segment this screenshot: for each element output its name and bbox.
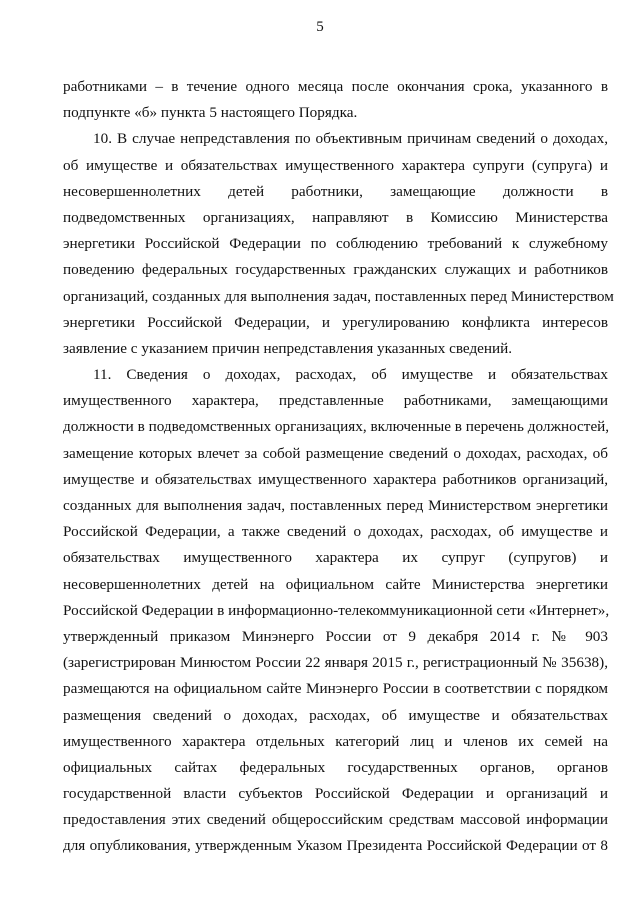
text-line: имуществе и обязательствах имущественного характера работников организаций, <box>63 470 608 488</box>
text-line: утвержденный приказом Минэнерго России от 9 декабря 2014 г. № 903 <box>63 627 608 645</box>
text-line: Российской Федерации, а также сведений о доходах, расходах, об имуществе и <box>63 523 608 541</box>
text-line: обязательствах имущественного характера их супруг (супругов) и <box>63 549 608 567</box>
text-line: государственной власти субъектов Российской Федерации и организаций и <box>63 785 608 803</box>
text-line: имущественного характера, представленные работниками, замещающими <box>63 392 608 410</box>
paragraph-continuation <box>63 74 608 126</box>
paragraph-item-11 <box>63 362 608 860</box>
text-line: работниками – в течение одного месяца после окончания срока, указанного в <box>63 78 608 95</box>
text-line: Российской Федерации в информационно-телекоммуникационной сети «Интернет», <box>63 601 610 619</box>
text-line: подпункте «б» пункта 5 настоящего Порядка. <box>63 104 358 122</box>
text-line: несовершеннолетних детей на официальном сайте Министерства энергетики <box>63 575 608 593</box>
text-line: размещаются на официальном сайте Минэнерго России в соответствии с порядком <box>63 680 608 698</box>
text-line: организаций, созданных для выполнения задач, поставленных перед Министерством <box>63 287 614 305</box>
paragraph-item-10 <box>63 126 614 362</box>
document-body <box>63 74 614 860</box>
text-line: предоставления этих сведений общероссийским средствам массовой информации <box>63 811 608 829</box>
text-line: для опубликования, утвержденным Указом Президента Российской Федерации от 8 <box>63 837 608 855</box>
text-line: несовершеннолетних детей работники, замещающие должности в <box>63 182 608 200</box>
text-line: энергетики Российской Федерации по соблюдению требований к служебному <box>63 235 608 253</box>
text-line: созданных для выполнения задач, поставленных перед Министерством энергетики <box>63 497 608 514</box>
text-line: размещения сведений о доходах, расходах, об имуществе и обязательствах <box>63 706 608 724</box>
text-line: официальных сайтах федеральных государственных органов, органов <box>63 758 608 776</box>
text-line: 11. Сведения о доходах, расходах, об имуществе и обязательствах <box>93 366 608 384</box>
text-line: замещение которых влечет за собой размещение сведений о доходах, расходах, об <box>63 444 608 462</box>
text-line: должности в подведомственных организациях, включенные в перечень должностей, <box>63 418 610 436</box>
text-line: (зарегистрирован Минюстом России 22 января 2015 г., регистрационный № 35638), <box>63 654 608 672</box>
text-line: поведению федеральных государственных гражданских служащих и работников <box>63 261 608 279</box>
text-line: заявление с указанием причин непредставления указанных сведений. <box>63 339 513 357</box>
text-line: 10. В случае непредставления по объективным причинам сведений о доходах, <box>93 130 608 148</box>
text-line: имущественного характера отдельных категорий лиц и членов их семей на <box>63 732 608 750</box>
text-line: энергетики Российской Федерации, и урегулированию конфликта интересов <box>63 313 608 331</box>
page-number: 5 <box>316 19 324 35</box>
text-line: подведомственных организациях, направляют в Комиссию Министерства <box>63 208 608 226</box>
text-line: об имуществе и обязательствах имущественного характера супруги (супруга) и <box>63 156 608 174</box>
